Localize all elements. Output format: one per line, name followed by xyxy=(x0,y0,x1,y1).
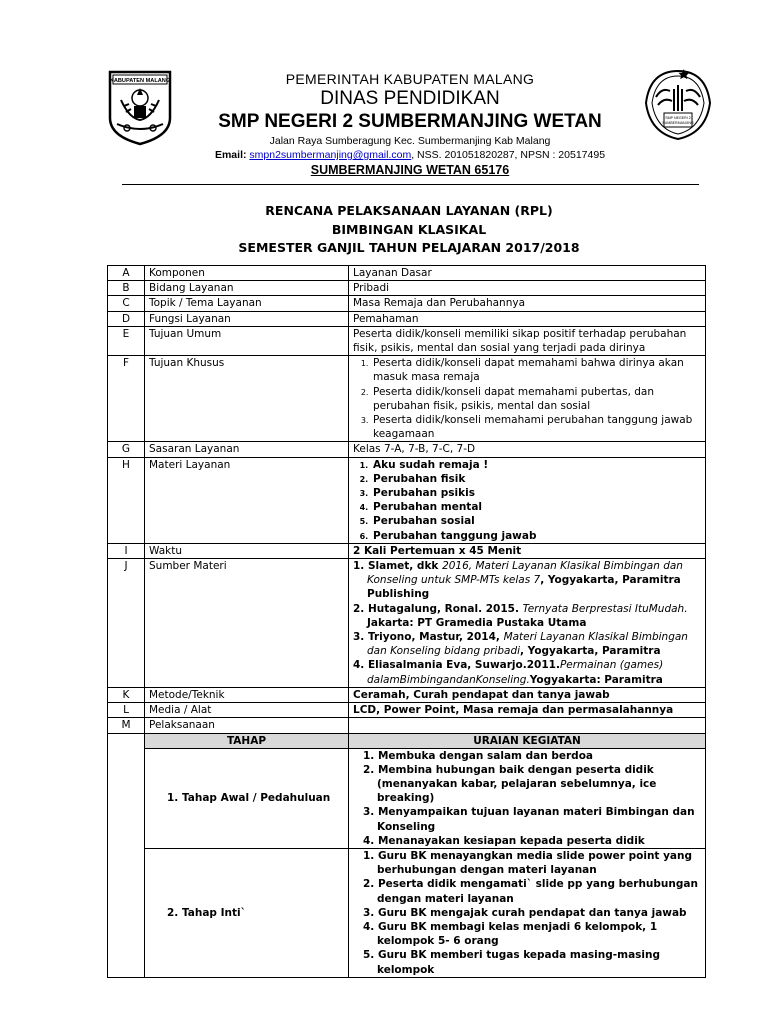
department-name: DINAS PENDIDIKAN xyxy=(320,88,500,109)
table-row xyxy=(108,266,706,281)
row-label: Pelaksanaan xyxy=(145,718,349,733)
reference-publisher: Jakarta: PT Gramedia Pustaka Utama xyxy=(367,616,587,629)
table-row xyxy=(108,457,706,543)
document-title xyxy=(110,202,708,258)
list-item: 3. Perubahan psikis xyxy=(371,486,701,500)
row-code: B xyxy=(108,281,145,296)
row-value xyxy=(349,718,706,733)
reference-author: 2. Hutagalung, Ronal. 2015. xyxy=(353,602,523,615)
reference-publisher: , Yogyakarta, Paramitra xyxy=(520,645,661,658)
reference-author: 3. Triyono, Mastur, 2014, xyxy=(353,631,504,644)
row-label: Waktu xyxy=(145,543,349,558)
indent-cell xyxy=(108,748,145,848)
indent-cell xyxy=(108,733,145,748)
row-value: Peserta didik/konseli memiliki sikap positif terhadap perubahan fisik, psikis, mental dan sosial yang terjadi pada dirinya xyxy=(349,326,706,355)
kabupaten-malang-logo-icon xyxy=(107,70,173,146)
col-header-tahap: TAHAP xyxy=(145,733,349,748)
table-row xyxy=(108,281,706,296)
row-code: H xyxy=(108,457,145,543)
row-code: E xyxy=(108,326,145,355)
table-row xyxy=(108,356,706,442)
row-value: Layanan Dasar xyxy=(349,266,706,281)
row-label: Tujuan Umum xyxy=(145,326,349,355)
reference-author: 1. Slamet, dkk xyxy=(353,560,443,573)
svg-text:SMP NEGERI 2: SMP NEGERI 2 xyxy=(665,116,691,120)
school-ids: , NSS. 201051820287, NPSN : 20517495 xyxy=(411,149,606,161)
stage-name: 2. Tahap Inti` xyxy=(145,848,349,977)
row-label: Tujuan Khusus xyxy=(145,356,349,442)
email-link[interactable]: smpn2sumbermanjing@gmail.com xyxy=(249,149,412,161)
row-value: Masa Remaja dan Perubahannya xyxy=(349,296,706,311)
list-item: 1. Peserta didik/konseli dapat memahami bahwa dirinya akan masuk masa remaja xyxy=(371,356,701,384)
reference-item xyxy=(353,658,701,686)
letterhead-divider xyxy=(122,184,699,185)
table-row xyxy=(108,442,706,457)
row-value: LCD, Power Point, Masa remaja dan permasalahannya xyxy=(349,703,706,718)
title-line-1: RENCANA PELAKSANAAN LAYANAN (RPL) xyxy=(265,203,553,218)
reference-title: Ternyata Berprestasi ItuMudah. xyxy=(522,602,688,615)
table-row xyxy=(108,559,706,688)
table-row xyxy=(108,296,706,311)
row-label: Komponen xyxy=(145,266,349,281)
row-code: G xyxy=(108,442,145,457)
list-item: 6. Perubahan tanggung jawab xyxy=(371,529,701,543)
table-row xyxy=(108,718,706,733)
tujuan-khusus-list xyxy=(349,356,706,442)
svg-text:KABUPATEN MALANG: KABUPATEN MALANG xyxy=(109,78,171,84)
table-row xyxy=(108,543,706,558)
reference-item xyxy=(353,630,701,658)
title-line-3: SEMESTER GANJIL TAHUN PELAJARAN 2017/2018 xyxy=(238,240,580,255)
row-label: Metode/Teknik xyxy=(145,687,349,702)
row-code: F xyxy=(108,356,145,442)
reference-title: Materi Layanan Klasikal Bimbingan dan Konseling bidang pribadi xyxy=(367,631,688,658)
reference-publisher: Yogyakarta: Paramitra xyxy=(529,673,663,686)
list-item: 5. Perubahan sosial xyxy=(371,514,701,528)
row-value: Ceramah, Curah pendapat dan tanya jawab xyxy=(349,687,706,702)
indent-cell xyxy=(108,848,145,977)
activity-item: 2. Membina hubungan baik dengan peserta didik (menanyakan kabar, pelajaran sebelumnya, ice breaking) xyxy=(363,763,657,805)
school-contact xyxy=(180,148,640,162)
reference-author: 4. Eliasalmania Eva, Suwarjo.2011. xyxy=(353,659,560,672)
activity-item: 5. Guru BK memberi tugas kepada masing-masing kelompok xyxy=(363,949,660,976)
activity-item: 1. Guru BK menayangkan media slide power point yang berhubungan dengan materi layanan xyxy=(363,849,693,877)
row-value: Pribadi xyxy=(349,281,706,296)
row-value: Pemahaman xyxy=(349,311,706,326)
activity-item: 4. Menanayakan kesiapan kepada peserta didik xyxy=(363,834,645,847)
row-code: D xyxy=(108,311,145,326)
row-code: M xyxy=(108,718,145,733)
pelaksanaan-header-row xyxy=(108,733,706,748)
row-code: L xyxy=(108,703,145,718)
row-code: K xyxy=(108,687,145,702)
row-code: I xyxy=(108,543,145,558)
reference-item xyxy=(353,559,701,602)
activity-item: 2. Peserta didik mengamati` slide pp yang berhubungan dengan materi layanan xyxy=(363,878,698,905)
stage-activities xyxy=(349,848,706,977)
activity-item: 3. Menyampaikan tujuan layanan materi Bimbingan dan Konseling xyxy=(363,806,695,833)
reference-item xyxy=(353,602,701,630)
email-label: Email: xyxy=(214,149,247,161)
table-row xyxy=(108,311,706,326)
row-label: Materi Layanan xyxy=(145,457,349,543)
activity-item: 1. Membuka dengan salam dan berdoa xyxy=(363,749,594,762)
reference-title: 2016, Materi Layanan Klasikal Bimbingan dan Konseling untuk SMP-MTs kelas 7 xyxy=(367,560,683,587)
row-value: 2 Kali Pertemuan x 45 Menit xyxy=(349,543,706,558)
row-label: Sumber Materi xyxy=(145,559,349,688)
row-label: Bidang Layanan xyxy=(145,281,349,296)
row-label: Media / Alat xyxy=(145,703,349,718)
row-label: Topik / Tema Layanan xyxy=(145,296,349,311)
activity-item: 3. Guru BK mengajak curah pendapat dan tanya jawab xyxy=(363,906,687,919)
table-row xyxy=(108,326,706,355)
school-name: SMP NEGERI 2 SUMBERMANJING WETAN xyxy=(218,111,602,132)
list-item: 2. Peserta didik/konseli dapat memahami pubertas, dan perubahan fisik, psikis, mental dan sosial xyxy=(371,385,701,413)
list-item: 4. Perubahan mental xyxy=(371,500,701,514)
rpl-table xyxy=(107,265,706,978)
row-label: Sasaran Layanan xyxy=(145,442,349,457)
row-code: C xyxy=(108,296,145,311)
stage-row xyxy=(108,748,706,848)
school-city: SUMBERMANJING WETAN 65176 xyxy=(310,163,510,177)
reference-publisher: , Yogyakarta, Paramitra Publishing xyxy=(367,574,681,601)
row-value: Kelas 7-A, 7-B, 7-C, 7-D xyxy=(349,442,706,457)
row-label: Fungsi Layanan xyxy=(145,311,349,326)
materi-layanan-list xyxy=(349,457,706,543)
school-address: Jalan Raya Sumberagung Kec. Sumbermanjing Kab Malang xyxy=(269,135,551,147)
stage-name: 1. Tahap Awal / Pedahuluan xyxy=(145,748,349,848)
list-item: 2. Perubahan fisik xyxy=(371,472,701,486)
title-line-2: BIMBINGAN KLASIKAL xyxy=(331,221,487,237)
letterhead xyxy=(180,70,640,178)
svg-text:SUMBERMANJING: SUMBERMANJING xyxy=(662,121,694,125)
activity-item: 4. Guru BK membagi kelas menjadi 6 kelompok, 1 kelompok 5- 6 orang xyxy=(363,920,658,948)
row-code: A xyxy=(108,266,145,281)
table-row xyxy=(108,703,706,718)
reference-title: Permainan (games) dalamBimbingandanKonseling. xyxy=(367,659,664,686)
smpn2-school-logo-icon xyxy=(642,67,714,143)
government-name: PEMERINTAH KABUPATEN MALANG xyxy=(285,71,535,87)
stage-row xyxy=(108,848,706,977)
row-code: J xyxy=(108,559,145,688)
table-row xyxy=(108,687,706,702)
col-header-uraian: URAIAN KEGIATAN xyxy=(349,733,706,748)
list-item: 3. Peserta didik/konseli memahami perubahan tanggung jawab keagamaan xyxy=(371,413,701,441)
list-item: 1. Aku sudah remaja ! xyxy=(371,458,701,472)
sumber-materi-list xyxy=(349,559,706,688)
stage-activities xyxy=(349,748,706,848)
